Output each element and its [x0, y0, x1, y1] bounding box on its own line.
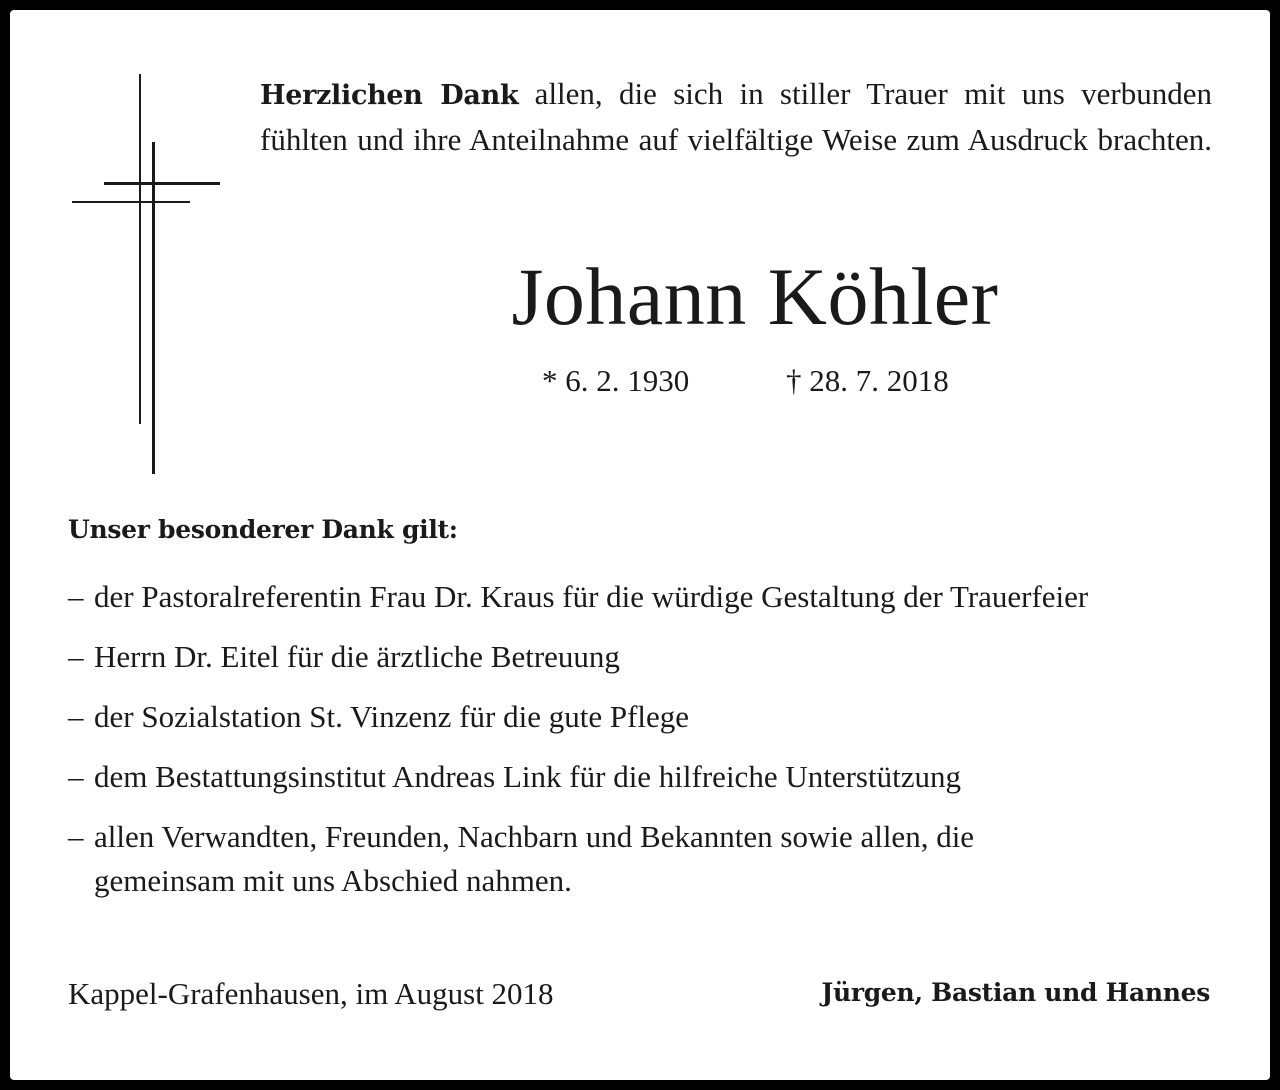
list-item [68, 635, 1218, 679]
intro-line2: fühlten und ihre Anteilnahme auf vielfältige Weise zum Ausdruck brachten. [260, 122, 1212, 157]
thanks-heading: Unser besonderer Dank gilt: [68, 515, 458, 544]
cross-icon [72, 74, 232, 494]
list-item-text: der Sozialstation St. Vinzenz für die gute Pflege [94, 699, 690, 734]
dash-mark: – [68, 639, 84, 674]
list-item-text: dem Bestattungsinstitut Andreas Link für die hilfreiche Unterstützung [94, 759, 961, 794]
birth-date: * 6. 2. 1930 [542, 363, 690, 398]
obituary-card [10, 10, 1270, 1080]
dash-mark: – [68, 579, 84, 614]
list-item-text: allen Verwandten, Freunden, Nachbarn und Bekannten sowie allen, die [94, 819, 975, 854]
list-item [68, 575, 1218, 619]
list-item-continuation: gemeinsam mit uns Abschied nahmen. [94, 863, 572, 898]
place-and-date: Kappel-Grafenhausen, im August 2018 [68, 976, 554, 1011]
intro-text [260, 72, 1212, 162]
thanks-list [68, 575, 1218, 919]
list-item [68, 815, 1218, 903]
death-date: † 28. 7. 2018 [786, 363, 949, 398]
list-item [68, 755, 1218, 799]
list-item [68, 695, 1218, 739]
intro-line1: allen, die sich in stiller Trauer mit uns verbunden [518, 76, 1212, 111]
deceased-name: Johann Köhler [511, 251, 999, 342]
dash-mark: – [68, 699, 84, 734]
list-item-text: der Pastoralreferentin Frau Dr. Kraus für die würdige Gestaltung der Trauerfeier [94, 579, 1089, 614]
dash-mark: – [68, 819, 84, 854]
intro-lead: Herzlichen Dank [260, 80, 519, 111]
list-item-text: Herrn Dr. Eitel für die ärztliche Betreuung [94, 639, 620, 674]
signers: Jürgen, Bastian und Hannes [821, 978, 1210, 1007]
dash-mark: – [68, 759, 84, 794]
